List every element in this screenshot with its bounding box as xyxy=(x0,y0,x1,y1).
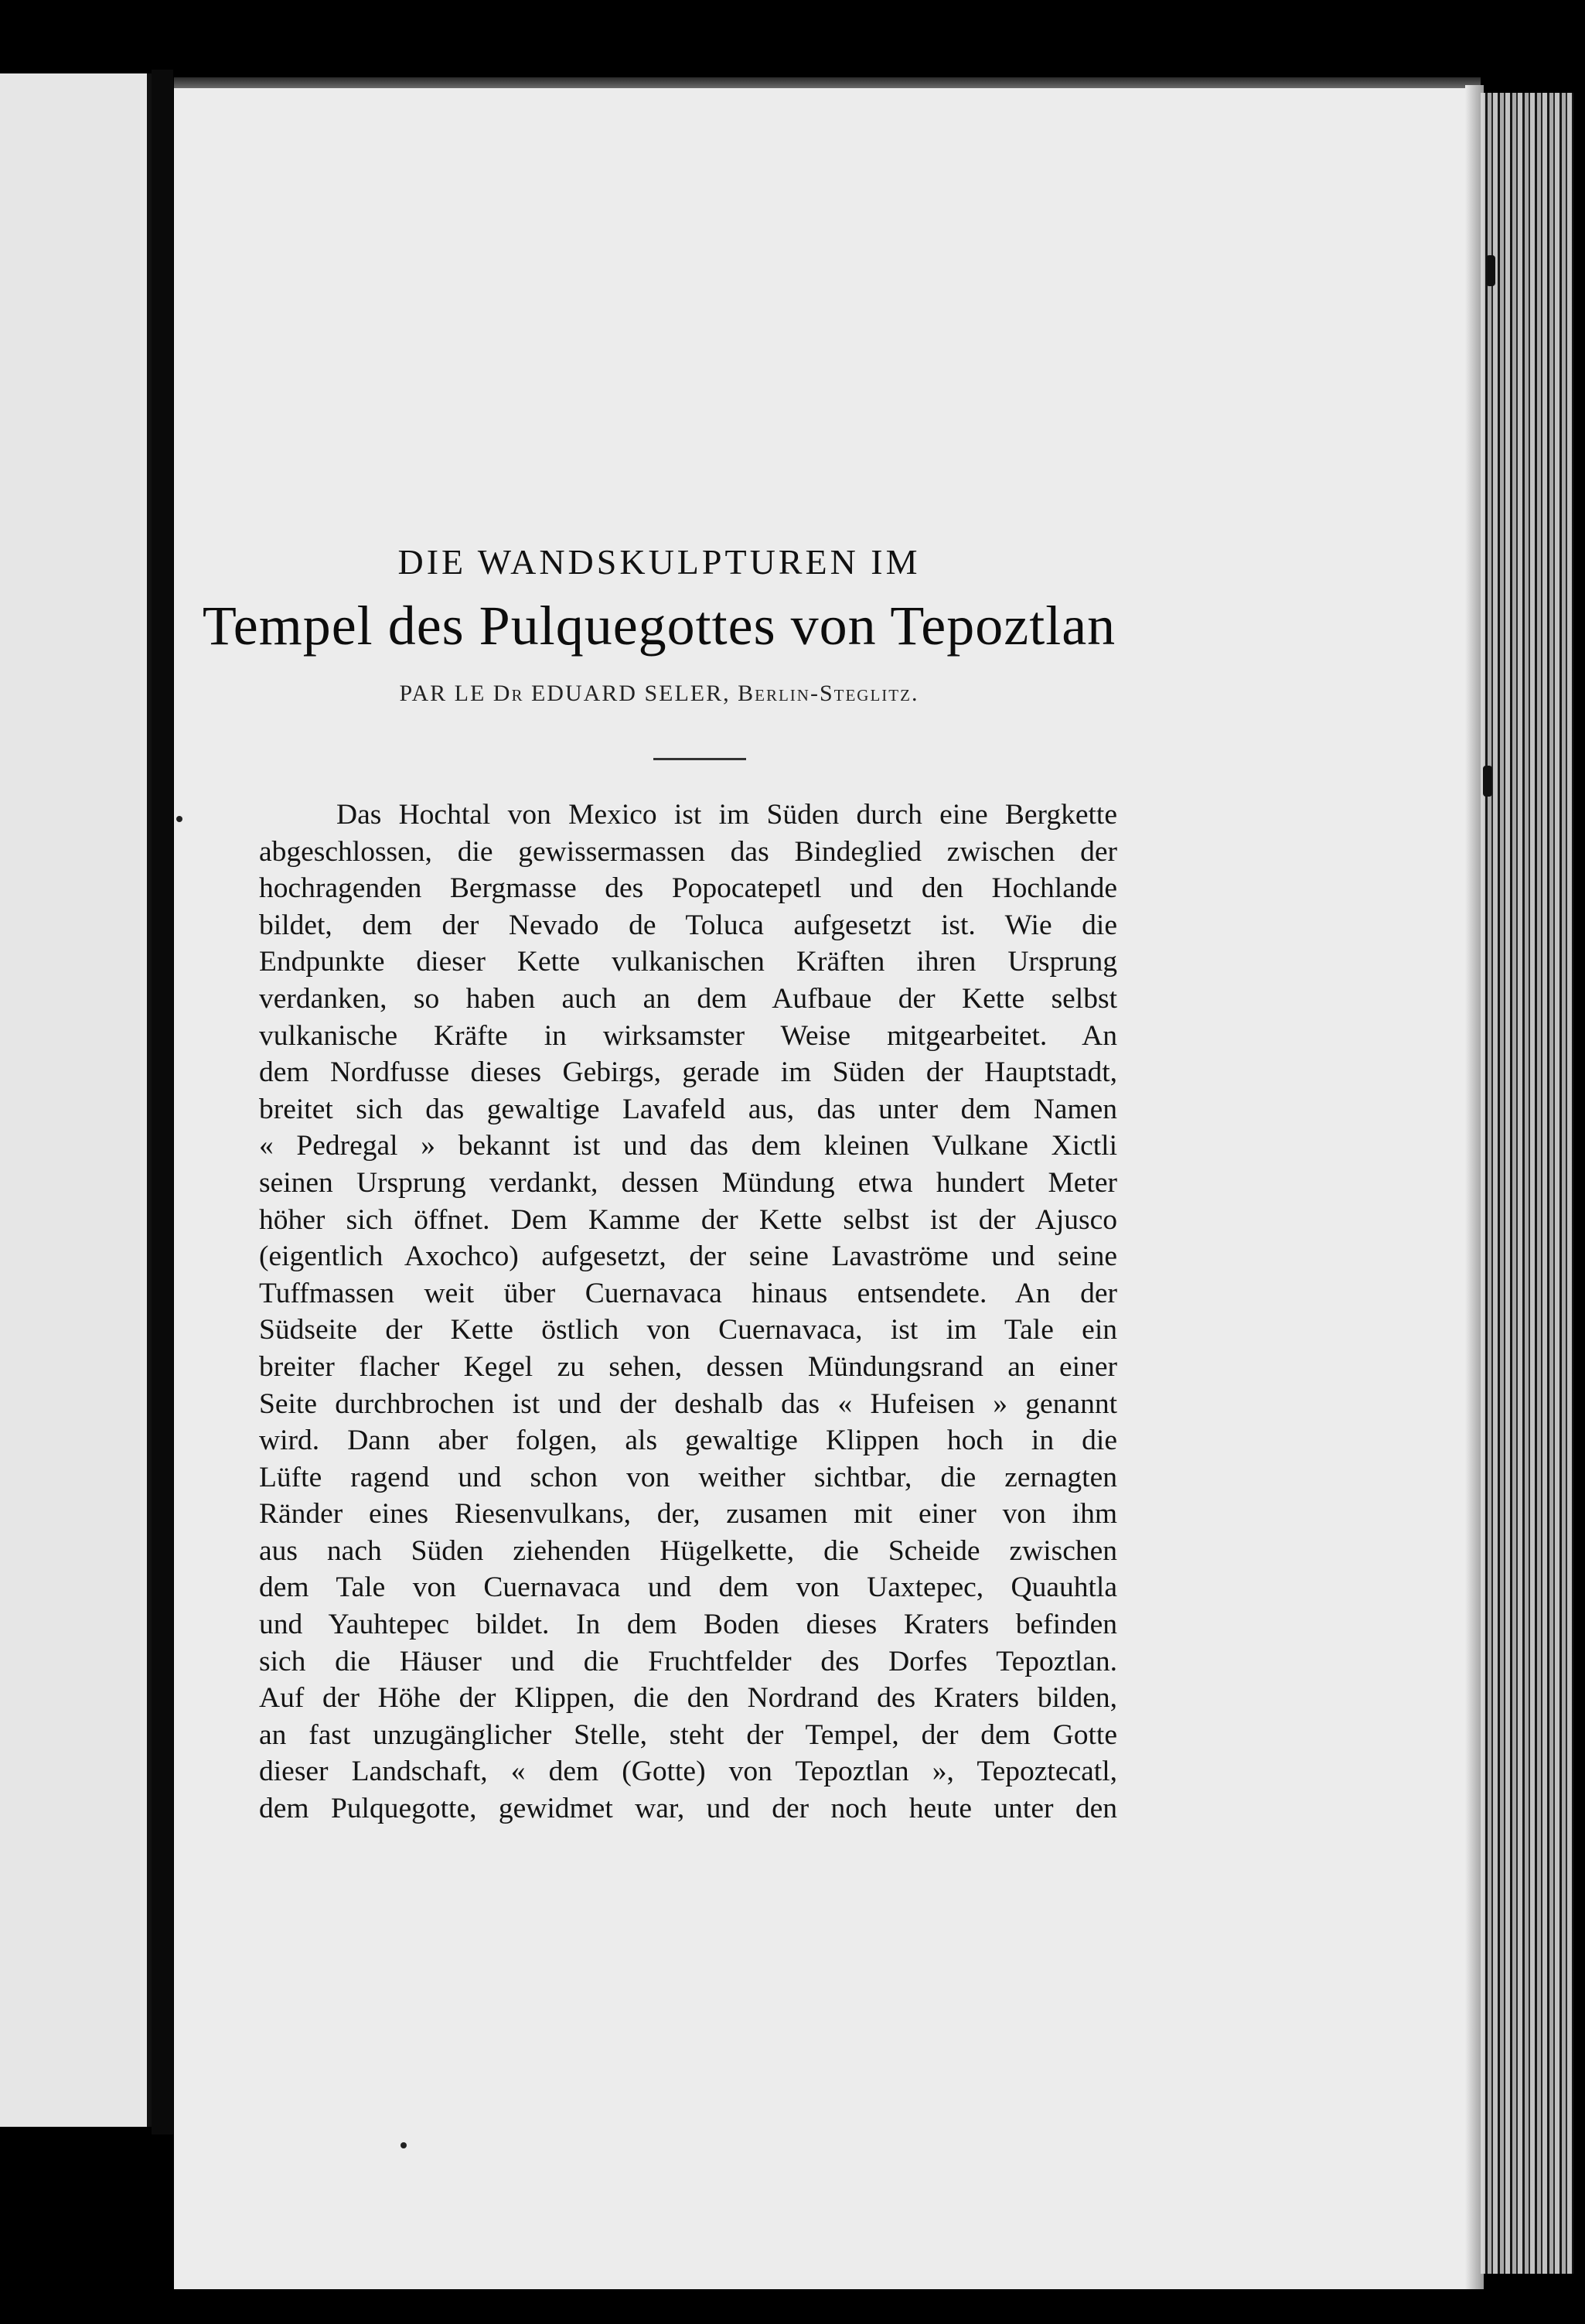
left-page-fragment xyxy=(0,73,152,2127)
body-line: aus nach Süden ziehenden Hügelkette, die Scheide zwischen xyxy=(259,1534,1117,1567)
body-line: Südseite der Kette östlich von Cuernavaca, ist im Tale ein xyxy=(259,1314,1117,1346)
body-line: bildet, dem der Nevado de Toluca aufgesetzt ist. Wie die xyxy=(259,909,1117,941)
page-edge-mark xyxy=(1486,255,1495,286)
binding-gutter xyxy=(152,70,173,2135)
body-line: Endpunkte dieser Kette vulkanischen Kräften ihren Ursprung xyxy=(259,946,1117,978)
body-line: Tuffmassen weit über Cuernavaca hinaus entsendete. An der xyxy=(259,1277,1117,1309)
body-line: breiter flacher Kegel zu sehen, dessen Mündungsrand an einer xyxy=(259,1350,1117,1383)
body-line: und Yauhtepec bildet. In dem Boden dieses Kraters befinden xyxy=(259,1609,1117,1641)
body-line: dem Pulquegotte, gewidmet war, und der noch heute unter den xyxy=(259,1793,1117,1825)
page-top-edge xyxy=(174,77,1481,88)
body-line: Seite durchbrochen ist und der deshalb das « Hufeisen » genannt xyxy=(259,1387,1117,1420)
article-title: Tempel des Pulquegottes von Tepoztlan xyxy=(202,595,1116,657)
body-line: höher sich öffnet. Dem Kamme der Kette selbst ist der Ajusco xyxy=(259,1203,1117,1236)
page-edges-stack xyxy=(1481,93,1573,2274)
body-line: Ränder eines Riesenvulkans, der, zusamen mit einer von ihm xyxy=(259,1498,1117,1531)
body-line: dem Tale von Cuernavaca und dem von Uaxtepec, Quauhtla xyxy=(259,1572,1117,1604)
article-body xyxy=(259,797,1117,1827)
body-line: Auf der Höhe der Klippen, die den Nordrand des Kraters bilden, xyxy=(259,1682,1117,1715)
scan-speck xyxy=(401,2142,407,2148)
article-kicker: DIE WANDSKULPTUREN IM xyxy=(397,542,921,582)
scan-speck xyxy=(176,816,182,822)
body-line: dieser Landschaft, « dem (Gotte) von Tepoztlan », Tepoztecatl, xyxy=(259,1756,1117,1788)
body-line: vulkanische Kräfte in wirksamster Weise mitgearbeitet. An xyxy=(259,1019,1117,1052)
body-line: breitet sich das gewaltige Lavafeld aus, das unter dem Namen xyxy=(259,1093,1117,1125)
body-line: Das Hochtal von Mexico ist im Süden durch eine Bergkette xyxy=(336,799,1117,831)
body-line: wird. Dann aber folgen, als gewaltige Klippen hoch in die xyxy=(259,1425,1117,1457)
body-line: (eigentlich Axochco) aufgesetzt, der seine Lavaströme und seine xyxy=(259,1240,1117,1273)
body-line: seinen Ursprung verdankt, dessen Mündung etwa hundert Meter xyxy=(259,1166,1117,1199)
body-line: Lüfte ragend und schon von weither sichtbar, die zernagten xyxy=(259,1461,1117,1493)
body-line: sich die Häuser und die Fruchtfelder des Dorfes Tepoztlan. xyxy=(259,1645,1117,1677)
body-line: dem Nordfusse dieses Gebirgs, gerade im Süden der Hauptstadt, xyxy=(259,1056,1117,1089)
body-line: « Pedregal » bekannt ist und das dem kleinen Vulkane Xictli xyxy=(259,1130,1117,1162)
body-line: hochragenden Bergmasse des Popocatepetl und den Hochlande xyxy=(259,872,1117,905)
body-line: abgeschlossen, die gewissermassen das Bindeglied zwischen der xyxy=(259,835,1117,868)
body-line: an fast unzugänglicher Stelle, steht der Tempel, der dem Gotte xyxy=(259,1718,1117,1751)
page-edge-mark xyxy=(1483,766,1492,797)
article-byline: PAR LE Dr EDUARD SELER, Berlin-Steglitz. xyxy=(399,681,919,706)
title-separator-rule xyxy=(653,758,746,760)
body-line: verdanken, so haben auch an dem Aufbaue der Kette selbst xyxy=(259,982,1117,1015)
